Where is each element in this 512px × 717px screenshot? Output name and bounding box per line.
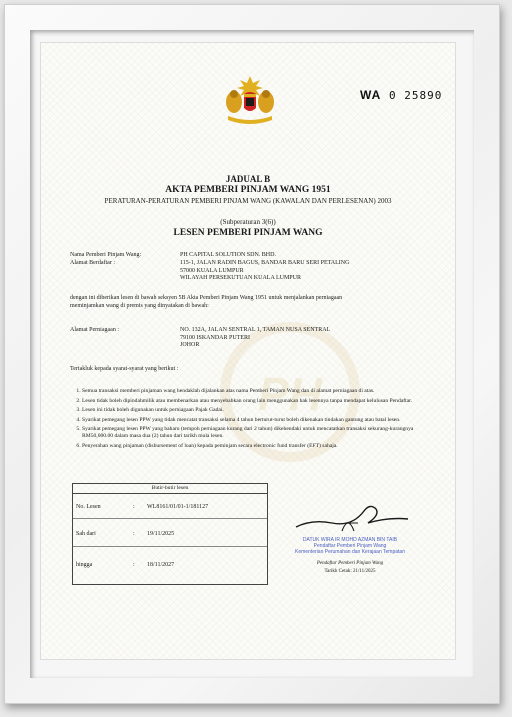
signatory-title: Pendaftar Pemberi Pinjam Wang — [313, 543, 387, 549]
condition-item: 3. Lesen ini tidak boleh digunakan untuk perniagaan Pajak Gadai. — [82, 407, 430, 414]
conditions-intro: Tertakluk kepada syarat-syarat yang berikut : — [70, 366, 179, 372]
regulations-heading: PERATURAN-PERATURAN PEMBERI PINJAM WANG (KAWALAN DAN PERLESENAN) 2003 — [104, 197, 392, 205]
grant-text: meminjamkan wang di premis yang dinyatakan di bawah: — [70, 302, 209, 309]
business-address-line: JOHOR — [180, 342, 200, 348]
watermark-logo: PH — [220, 322, 360, 462]
colon: : — [133, 562, 135, 568]
license-number: WL8161/01/01-1/181127 — [147, 504, 209, 510]
lender-name: PH CAPITAL SOLUTION SDN. BHD. — [180, 252, 276, 258]
business-address-line: NO. 132A, JALAN SENTRAL 1, TAMAN NUSA SENTRAL — [180, 327, 331, 333]
registered-address-label: Alamat Berdaftar : — [70, 260, 115, 266]
signature-icon — [292, 497, 412, 537]
valid-from-label: Sah dari — [76, 531, 96, 537]
grant-text: dengan ini diberikan lesen di bawah seksyen 5B Akta Pemberi Pinjam Wang 1951 untuk menjalankan perniagaan — [70, 295, 343, 301]
business-address-line: 79100 ISKANDAR PUTERI — [180, 334, 251, 341]
license-title: LESEN PEMBERI PINJAM WANG — [173, 228, 323, 238]
colon: : — [133, 504, 135, 510]
signatory-name: DATUK WIRA IR MOHD AZMAN BIN TAIB — [302, 537, 398, 543]
act-heading: AKTA PEMBERI PINJAM WANG 1951 — [165, 185, 331, 195]
license-details-box — [72, 483, 268, 585]
conditions-list — [70, 388, 430, 452]
colon: : — [133, 531, 135, 537]
lender-name-label: Nama Pemberi Pinjam Wang: — [70, 252, 142, 258]
valid-from: 19/11/2025 — [147, 531, 175, 537]
condition-item: 6. Penyerahan wang pinjaman (disbursement of loan) kepada peminjam secara electronic fund transfer (EFT) sahaja. — [82, 443, 430, 450]
condition-item: 2. Lesen tidak boleh dipindahmilik atau membenarkan atau menyebabkan orang lain menggunakan hak lesennya tanpa mendapat kelulusan Pendaftar. — [82, 398, 430, 405]
registered-address-line: WILAYAH PERSEKUTUAN KUALA LUMPUR — [180, 275, 301, 281]
registrar-role: Pendaftar Pemberi Pinjam Wang — [316, 561, 384, 566]
license-details-title: Butir-butir lesen — [73, 484, 267, 494]
subregulation: (Subperaturan 3(6)) — [220, 218, 276, 226]
business-address-label: Alamat Perniagaan : — [70, 327, 119, 333]
divider — [73, 546, 267, 548]
condition-item: 5. Syarikat pemegang lesen PPW yang baharu (tempoh perniagaan kurang dari 2 tahun) dikehendaki untuk mencatatkan transaksi sekurang-kurangnya RM50,000.00 dalam masa dua (2) tahun dari tarikh mula lesen. — [82, 426, 430, 439]
schedule-heading: JADUAL B — [225, 174, 271, 184]
condition-item: 4. Syarikat pemegang lesen PPW yang tidak mencatat transaksi selama 4 tahun berturut-turut boleh dikenakan tindakan gantung atau batal lesen. — [82, 417, 430, 424]
serial-number: WA 0 25890 — [360, 88, 443, 102]
coat-of-arms-icon — [222, 74, 278, 126]
registered-address-line: 115-1, JALAN RADIN BAGUS, BANDAR BARU SERI PETALING — [180, 260, 350, 266]
print-date: Tarikh Cetak: 21/11/2025 — [324, 569, 376, 574]
signatory-ministry: Kementerian Perumahan dan Kerajaan Tempatan — [295, 549, 405, 555]
registered-address-line: 57000 KUALA LUMPUR — [180, 267, 244, 274]
valid-until-label: hingga — [76, 562, 93, 568]
valid-until: 18/11/2027 — [147, 562, 175, 568]
license-certificate — [40, 42, 456, 660]
condition-item: 1. Semua transaksi memberi pinjaman wang hendaklah dijalankan atas nama Pemberi Pinjam Wang dan di alamat perniagaan di atas. — [82, 388, 430, 395]
license-number-label: No. Lesen — [76, 504, 101, 510]
divider — [73, 518, 267, 520]
